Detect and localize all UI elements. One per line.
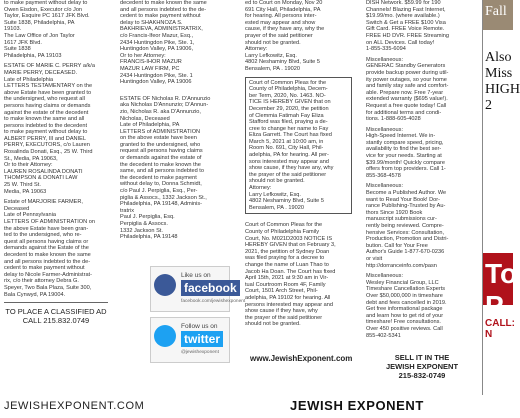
ad-wesley-financial: Miscellaneous: Wesley Financial Group, LLC Timeshare Cancellation Experts Over $50,000,000 in timeshare debt and fees cancelled in 2019. Get free informational package and learn how to get rid of your timeshare! Free consultations. Over 450 positive reviews. Call 855-402-5341 [366, 273, 447, 339]
footer-website: JEWISHEXPONENT.COM [4, 400, 145, 412]
legal-notice-farmer: Estate of MARJORIE FARMER, Deceased Late of Pennsylvania LETTERS OF ADMINISTRATION on the above Estate have been gran- ted to the undersigned, who re- quest all persons having claims or demands against the Estate of the decedent to make known the same and all persons indebted to the de- cedent to make payment without delay to Nicole Farmer-Administrat- rix, c/o their attorney Debra G. Speyer, Two Bala Plaza, Suite 300, Bala Cynwyd, PA 19004. [4, 199, 95, 298]
legal-notice-dannunzio: ESTATE OF Nicholas R. D'Annunzio aka Nicholas D'Annunzio; D'Annun- zio, Nicholas R. aka D'Annunzio, Nicholas, Deceased Late of Philadelphia, PA LETTERS of ADMINISTRATION on the above estate have been granted to the undersigned, who request all persons having claims or demands against the estate of the decedent to make known the same, and all persons indebted to the decedent to make payment without delay to, Donna Schmidt, c/o Paul J. Perpiglia, Esq., Per- piglia & Assocs., 1332 Jackson St., Philadelphia, PA 19148, Adminis- tratrix Paul J. Perpiglia, Esq. Perpiglia & Assocs. 1332 Jackson St. Philadelphia, PA 19148 [120, 95, 211, 241]
twitter-ad-caption: Follow us on [181, 323, 218, 330]
facebook-handle: facebook.com/jewishexponent [181, 299, 246, 304]
footer-publication: JEWISH EXPONENT [290, 398, 424, 413]
legal-notice-perry: ESTATE OF MARIE C. PERRY a/k/a MARIE PERRY, DECEASED. Late of Philadelphia LETTERS TESTAMENTARY on the above Estate have been granted to the undersigned, who request all persons having claims or demands against the estate of the decedent to make known the same and all persons indebted to the decedent to make payment without delay to ALBERT PERRY, III and DANIEL PERRY, EXECUTORS, c/o Lauren Rosalinda Donati, Esq., 25 W. Third St., Media, PA 19063, Or to their Attorney: LAUREN ROSALINDA DONATI THOMPSON & DONATI LAW 25 W. Third St. Media, PA 19063 [4, 63, 95, 195]
twitter-icon [154, 325, 176, 347]
facebook-ad-caption: Like us on [181, 272, 211, 279]
ad-fall-text: Fall [485, 4, 507, 19]
twitter-ad[interactable] [150, 317, 230, 363]
website-link[interactable]: www.JewishExponent.com [250, 354, 353, 363]
ad-dorrance-publishing: Miscellaneous: Become a Published Author. We want to Read Your Book! Dor- rance Publishing-Trusted by Au- thors Since 1920 Book manuscript submissions cur- rently being reviewed. Compre- hensive Services: Consultation, Production, Promotion and Distri- bution. Call for Your Free Author's Guide 1-877-670-0236 or visit http://dorranceinfo.com/pasn [366, 183, 449, 269]
name-change-notice-doan: Court of Common Pleas for the County of Philadelphia Family Court, No. M021D2003 NOTICE IS HEREBY GIVEN that on February 3, 2021, the petition of Sydney Doan was filed praying for a decree to change the name of Luan Thao to Jacob Ha Doan. The Court has fixed April 15th, 2021 at 9:30 am in Vir- tual Courtroom Room 4F, Family Court, 1501 Arch Street, Phil- adelphia, PA 19102 for hearing. All persons interested may appear and show cause if they have, why the prayer of the said petitioner should not be granted. [245, 222, 336, 328]
facebook-ad[interactable] [150, 266, 246, 312]
name-change-notice-1: ed to Court on Monday, Nov 20 691 City Hall, Philadelphia, PA for hearing. All persons inter- ested may appear and show cause, if they have any, why the prayer of the said petitioner should not be granted. Attorney: Larry Lefkowitz, Esq. 4802 Neshaminy Blvd, Suite 5 Bensalem, PA . 19020 [245, 0, 325, 72]
twitter-handle: @jewishexponent [181, 350, 219, 355]
ad-high-speed-internet: Miscellaneous: High-Speed Internet. We in- stantly compare speed, pricing, availability to find the best ser- vice for your needs. Starting at $39.99/month! Quickly compare offers from top providers. Call 1- 855-368-4578 [366, 126, 446, 179]
sell-it-cta: SELL IT IN THE JEWISH EXPONENT 215-832-0749 [385, 353, 459, 380]
column-1 [4, 0, 108, 325]
twitter-wordmark: twitter [181, 331, 223, 347]
facebook-icon [154, 274, 176, 296]
divider [4, 302, 108, 303]
classified-ad-cta: TO PLACE A CLASSIFIED AD CALL 215.832.0749 [5, 307, 107, 326]
legal-notice-taylor: to make payment without delay to Owen Eisdon, Executor c/o Jon Taylor, Esquire PC 1617 JFK Blvd. Suite 1838, Philadelphia, PA 19103. The Law Office of Jon Taylor 1617 JFK Blvd. Suite 1838 Philadelphia, PA 19103 [4, 0, 90, 59]
ad-generac: Miscellaneous: GENERAC Standby Generators provide backup power during util- ity power outages, so your home and family stay safe and comfort- able. Prepare now. Free 7-year extended warranty ($695 value!). Request a free quote today! Call for additional terms and condi- tions. 1-888-605-4028 [366, 56, 449, 123]
legal-notice-bakhrieva: decedent to make known the same and all persons indebted to the de- cedent to make payment without delay to SHAKHNOZA S. BAKHRIEVA, ADMINISTRATRIX, c/o Francis-Ifeor Mazur, Esq., 2434 Huntingdon Pike, Ste. 1, Huntingdon Valley, PA 19006, Or to her Attorney: FRANCIS-IHOR MAZUR MAZUR LAW FIRM, PC 2434 Huntingdon Pike, Ste. 1 Huntingdon Valley, PA 19006 [120, 0, 207, 86]
column-4 [366, 0, 478, 343]
name-change-notice-box [245, 77, 352, 215]
column-2 [120, 0, 226, 245]
display-ad[interactable] [482, 0, 520, 395]
name-change-notice-stafford: Court of Common Pleas for the County of Philadelphia, Decem- ber Term, 2020, No. 1463. NO- TICE IS HEREBY GIVEN that on December 29, 2020, the petition of Clemmia Fatimah Fay Eliza Stafford was filed, praying a de- cree to change her name to Fay Eliza Garrett. The Court has fixed March 5, 2021 at 10:00 am, in Room No. 691, City Hall, Phil- adelphia, PA for hearing. All per- sons interested may appear and show cause, if they have any, why the prayer of the said petitioner should not be granted. Attorney: Larry Lefkowitz, Esq. 4802 Neshaminy Blvd, Suite 5 Bensalem, PA . 19020 [249, 79, 334, 211]
ad-headline: Also Miss HIGH 2 [485, 50, 520, 113]
ad-dish-network: DISH Network. $59.99 for 190 Channels! Blazing Fast Internet, $19.99/mo. (where available.) Switch & Get a FREE $100 Visa Gift Card. FREE Voice Remote. FREE HD DVR. FREE Streaming on ALL Devices. Call today! 1-855-335-6094 [366, 0, 449, 53]
column-3 [245, 0, 352, 332]
facebook-wordmark: facebook [181, 280, 240, 296]
ad-to-p-text: To P [485, 258, 518, 321]
ad-call-text: CALL: N [485, 318, 515, 340]
